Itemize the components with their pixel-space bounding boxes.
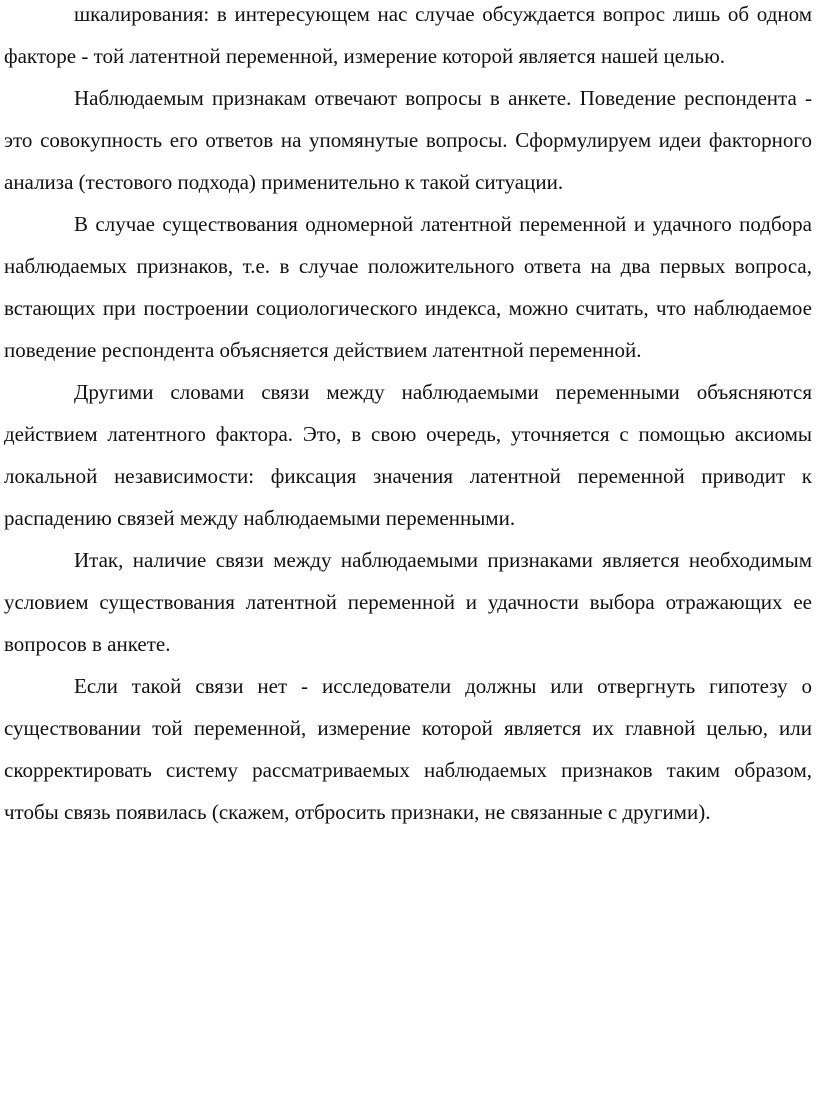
paragraph-necessary-condition: Итак, наличие связи между наблюдаемыми признаками является необходимым условием существования латентной переменной и удачности выбора отражающих ее вопросов в анкете. <box>4 548 812 656</box>
paragraph-scaling-factor: шкалирования: в интересующем нас случае обсуждается вопрос лишь об одном факторе - той латентной переменной, измерение которой является нашей целью. <box>4 2 812 68</box>
paragraph-observed-features: Наблюдаемым признакам отвечают вопросы в анкете. Поведение респондента - это совокупность его ответов на упомянутые вопросы. Сформулируем идеи факторного анализа (тестового подхода) применительно к такой ситуации. <box>4 86 812 194</box>
paragraph-no-relation: Если такой связи нет - исследователи должны или отвергнуть гипотезу о существовании той переменной, измерение которой является их главной целью, или скорректировать систему рассматриваемых наблюдаемых признаков таким образом, чтобы связь появилась (скажем, отбросить признаки, не связанные с другими). <box>4 674 812 824</box>
paragraph-local-independence: Другими словами связи между наблюдаемыми переменными объясняются действием латентного фактора. Это, в свою очередь, уточняется с помощью аксиомы локальной независимости: фиксация значения латентной переменной приводит к распадению связей между наблюдаемыми переменными. <box>4 380 812 530</box>
paragraph-latent-variable: В случае существования одномерной латентной переменной и удачного подбора наблюдаемых признаков, т.е. в случае положительного ответа на два первых вопроса, встающих при построении социологического индекса, можно считать, что наблюдаемое поведение респондента объясняется действием латентной переменной. <box>4 212 812 362</box>
